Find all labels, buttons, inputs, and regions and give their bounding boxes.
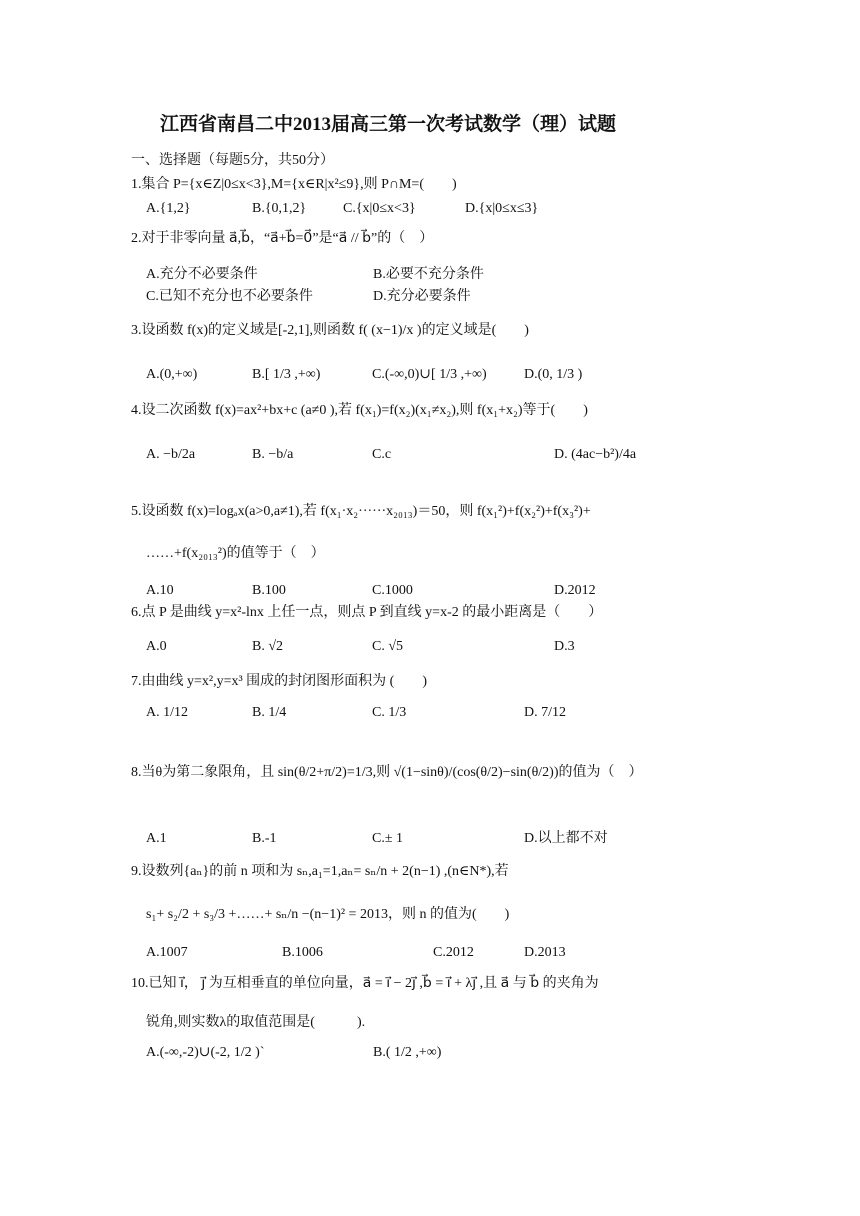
question-8-option-b: B.-1	[252, 831, 277, 846]
question-4-option-b: B. −b/a	[252, 447, 294, 462]
question-9-option-b: B.1006	[282, 945, 323, 960]
question-3-option-c: C.(-∞,0)∪[ 1/3 ,+∞)	[372, 367, 487, 382]
question-1-option-c: C.{x|0≤x<3}	[343, 201, 416, 216]
question-4-stem: 4.设二次函数 f(x)=ax²+bx+c (a≠0 ),若 f(x₁)=f(x₂)(x₁≠x₂),则 f(x₁+x₂)等于( )	[131, 403, 588, 418]
question-3-option-a: A.(0,+∞)	[146, 367, 198, 382]
question-5-option-d: D.2012	[554, 583, 596, 598]
page-title	[160, 116, 616, 134]
question-7-option-b: B. 1/4	[252, 705, 287, 720]
question-9-option-c: C.2012	[433, 945, 474, 960]
question-7-option-d: D. 7/12	[524, 705, 566, 720]
question-4-option-c: C.c	[372, 447, 392, 462]
section-heading: 一、选择题（每题5分，共50分）	[131, 153, 334, 168]
question-10-option-a: A.(-∞,-2)∪(-2, 1/2 )`	[146, 1045, 265, 1060]
question-5-option-b: B.100	[252, 583, 286, 598]
question-6-option-b: B. √2	[252, 639, 284, 654]
question-9-stem-cont: s₁+ s₂/2 + s₃/3 +……+ sₙ/n −(n−1)² = 2013，则 n 的值为( )	[146, 907, 510, 922]
question-7-stem: 7.由曲线 y=x²,y=x³ 围成的封闭图形面积为 ( )	[131, 674, 428, 689]
question-10-option-b: B.( 1/2 ,+∞)	[373, 1045, 442, 1060]
question-6-option-d: D.3	[554, 639, 575, 654]
question-7-option-c: C. 1/3	[372, 705, 407, 720]
question-4-option-d: D. (4ac−b²)/4a	[554, 447, 637, 462]
question-10-stem-cont: 锐角,则实数λ的取值范围是( ).	[146, 1015, 366, 1030]
question-2-option-a: A.充分不必要条件	[146, 267, 258, 282]
question-4-option-a: A. −b/2a	[146, 447, 196, 462]
question-2-option-c: C.已知不充分也不必要条件	[146, 289, 313, 304]
question-5-stem: 5.设函数 f(x)=logₐx(a>0,a≠1),若 f(x₁·x₂······x₂₀₁₃)＝50，则 f(x₁²)+f(x₂²)+f(x₃²)+	[131, 504, 591, 519]
question-2-option-d: D.充分必要条件	[373, 289, 471, 304]
question-1-option-a: A.{1,2}	[146, 201, 191, 216]
page-title-text: 江西省南昌二中2013届高三第一次考试数学（理）试题	[160, 114, 617, 135]
question-10-stem: 10.已知 i⃗， j⃗ 为互相垂直的单位向量，a⃗ = i⃗ − 2j⃗ ,b⃗ = i⃗ + λj⃗ ,且 a⃗ 与 b⃗ 的夹角为	[131, 976, 599, 991]
question-2-option-b: B.必要不充分条件	[373, 267, 484, 282]
question-9-stem: 9.设数列{aₙ}的前 n 项和为 sₙ,a₁=1,aₙ= sₙ/n + 2(n−1) ,(n∈N*),若	[131, 864, 509, 879]
question-3-stem: 3.设函数 f(x)的定义域是[-2,1],则函数 f( (x−1)/x )的定义域是( )	[131, 323, 529, 338]
question-9-option-d: D.2013	[524, 945, 566, 960]
question-3-option-b: B.[ 1/3 ,+∞)	[252, 367, 321, 382]
question-1-option-b: B.{0,1,2}	[252, 201, 307, 216]
question-1-stem: 1.集合 P={x∈Z|0≤x<3},M={x∈R|x²≤9},则 P∩M=( )	[131, 177, 457, 192]
question-2-stem: 2.对于非零向量 a⃗,b⃗，“a⃗+b⃗=0⃗”是“a⃗ // b⃗”的（ ）	[131, 231, 434, 246]
question-5-stem-cont: ……+f(x₂₀₁₃²)的值等于（ ）	[146, 546, 325, 561]
question-8-option-c: C.± 1	[372, 831, 404, 846]
question-8-option-a: A.1	[146, 831, 167, 846]
question-3-option-d: D.(0, 1/3 )	[524, 367, 583, 382]
question-1-option-d: D.{x|0≤x≤3}	[465, 201, 539, 216]
question-9-option-a: A.1007	[146, 945, 188, 960]
question-5-option-a: A.10	[146, 583, 174, 598]
question-6-option-c: C. √5	[372, 639, 404, 654]
question-6-stem: 6.点 P 是曲线 y=x²-lnx 上任一点，则点 P 到直线 y=x-2 的最小距离是（ ）	[131, 605, 603, 620]
question-5-option-c: C.1000	[372, 583, 413, 598]
question-8-option-d: D.以上都不对	[524, 831, 608, 846]
question-7-option-a: A. 1/12	[146, 705, 188, 720]
question-8-stem: 8.当θ为第二象限角，且 sin(θ/2+π/2)=1/3,则 √(1−sinθ)/(cos(θ/2)−sin(θ/2))的值为（ ）	[131, 765, 643, 780]
question-6-option-a: A.0	[146, 639, 167, 654]
